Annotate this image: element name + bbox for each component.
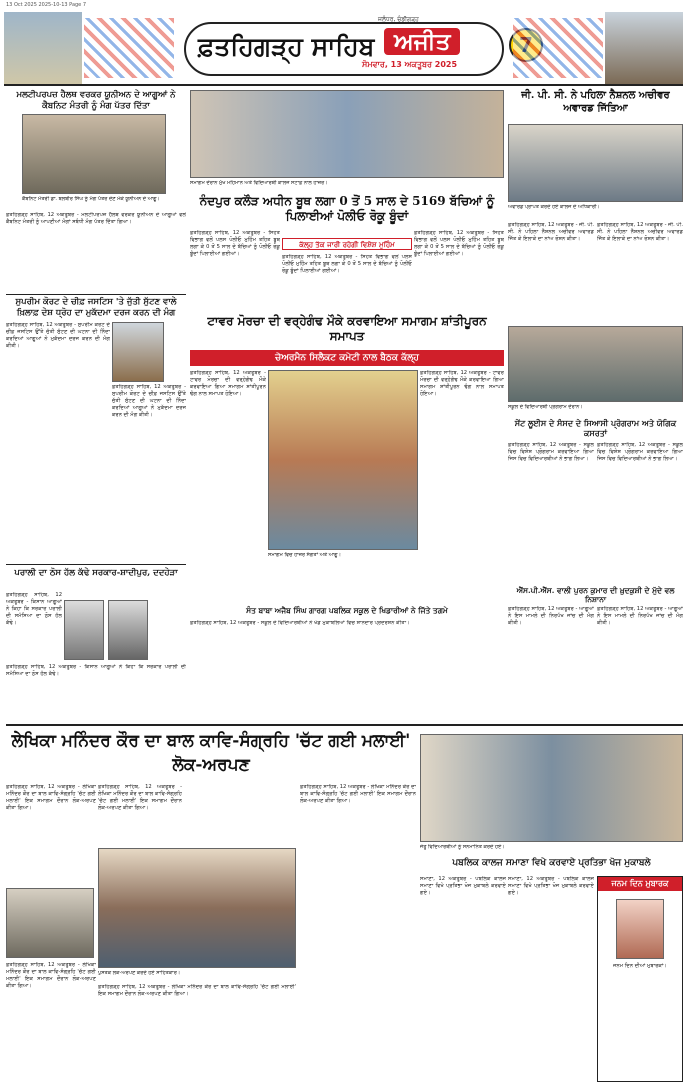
story6-photo [268,370,418,550]
story5-photo [508,124,683,202]
story9-headline: ਐੱਸ.ਪੀ.ਐੱਸ. ਵਾਲੀ ਪੁਰਨ ਕੁਮਾਰ ਦੀ ਖ਼ੁਦਕੁਸ਼ੀ ਦੇ ਮੁੱਦੇ ਵਲ ਨਿਸ਼ਾਨਾ [516,586,675,605]
story6-headline: ਟਾਵਰ ਮੋਰਚਾ ਦੀ ਵਰ੍ਹੇਗੰਢ ਮੌਕੇ ਕਰਵਾਇਆ ਸਮਾਗਮ ਸ਼ਾਂਤੀਪੂਰਨ ਸਮਾਪਤ [207,314,487,343]
story8-body-cont: ਫ਼ਤਹਿਗੜ੍ਹ ਸਾਹਿਬ, 12 ਅਕਤੂਬਰ - ਸਕੂਲ ਵਿਚ ਵਿਸ਼ੇਸ਼ ਪ੍ਰੋਗਰਾਮ ਕਰਵਾਇਆ ਗਿਆ ਜਿਸ ਵਿਚ ਵਿਦਿਆਰਥੀਆਂ ਨੇ ਭਾਗ ਲਿਆ। [597,442,683,462]
edition-location: ਜਲੰਧਰ, ਚੰਡੀਗੜ੍ਹ [378,16,419,23]
story10-body-col2: ਫ਼ਤਹਿਗੜ੍ਹ ਸਾਹਿਬ, 12 ਅਕਤੂਬਰ - ਲੇਖਿਕਾ ਮਨਿੰਦਰ ਕੌਰ ਦਾ ਬਾਲ ਕਾਵਿ-ਸੰਗ੍ਰਹਿ 'ਚੱਟ ਗਈ ਮਲਾਈ' ਇਕ ਸਮਾਗਮ ਦੌਰਾਨ ਲੋਕ-ਅਰਪਣ ਕੀਤਾ ਗਿਆ। [98,784,182,811]
story4-photo [190,90,504,178]
birthday-box [597,876,683,1082]
story10-headline: ਲੇਖਿਕਾ ਮਨਿੰਦਰ ਕੌਰ ਦਾ ਬਾਲ ਕਾਵਿ-ਸੰਗ੍ਰਹਿ 'ਚੱਟ ਗਈ ਮਲਾਈ' ਲੋਕ-ਅਰਪਣ [11,731,411,775]
masthead-banner [184,16,504,76]
story11-body-cont: ਸਮਾਣਾ, 12 ਅਕਤੂਬਰ - ਪਬਲਿਕ ਕਾਲਜ ਸਮਾਣਾ ਵਿਖੇ ਪ੍ਰਤਿਭਾ ਖੋਜ ਮੁਕਾਬਲੇ ਕਰਵਾਏ ਗਏ। [508,876,594,896]
story4-subhead: ਕੱਲ੍ਹ ਤੱਕ ਜਾਰੀ ਰਹੇਗੀ ਵਿਸ਼ੇਸ਼ ਮੁਹਿੰਮ [282,238,412,250]
story5-body: ਫ਼ਤਹਿਗੜ੍ਹ ਸਾਹਿਬ, 12 ਅਕਤੂਬਰ - ਜੀ. ਪੀ. ਸੀ. ਨੇ ਪਹਿਲਾ ਨੈਸ਼ਨਲ ਅਚੀਵਰ ਅਵਾਰਡ ਜਿੱਤ ਕੇ ਇਲਾਕੇ ਦਾ ਨਾਂਅ ਰੋਸ਼ਨ ਕੀਤਾ। [508,222,594,242]
story3-body: ਫ਼ਤਹਿਗੜ੍ਹ ਸਾਹਿਬ, 12 ਅਕਤੂਬਰ - ਕਿਸਾਨ ਆਗੂਆਂ ਨੇ ਕਿਹਾ ਕਿ ਸਰਕਾਰ ਪਰਾਲੀ ਦੀ ਸਮੱਸਿਆ ਦਾ ਠੋਸ ਹੱਲ ਕੱਢੇ। [6,592,62,626]
story1-photo [22,114,166,194]
story10-caption: ਪੁਸਤਕ ਲੋਕ-ਅਰਪਣ ਕਰਦੇ ਹੋਏ ਸਾਹਿਤਕਾਰ। [98,970,181,976]
decorative-pattern-right [513,18,603,78]
story11-headline: ਪਬਲਿਕ ਕਾਲਜ ਸਮਾਣਾ ਵਿਖੇ ਕਰਵਾਏ ਪ੍ਰਤਿਭਾ ਖੋਜ ਮੁਕਾਬਲੇ [452,858,651,868]
story10-body-col4: ਫ਼ਤਹਿਗੜ੍ਹ ਸਾਹਿਬ, 12 ਅਕਤੂਬਰ - ਲੇਖਿਕਾ ਮਨਿੰਦਰ ਕੌਰ ਦਾ ਬਾਲ ਕਾਵਿ-ਸੰਗ੍ਰਹਿ 'ਚੱਟ ਗਈ ਮਲਾਈ' ਇਕ ਸਮਾਗਮ ਦੌਰਾਨ ਲੋਕ-ਅਰਪਣ ਕੀਤਾ ਗਿਆ। [300,784,416,804]
section-divider [6,724,683,726]
story11-body: ਸਮਾਣਾ, 12 ਅਕਤੂਬਰ - ਪਬਲਿਕ ਕਾਲਜ ਸਮਾਣਾ ਵਿਖੇ ਪ੍ਰਤਿਭਾ ਖੋਜ ਮੁਕਾਬਲੇ ਕਰਵਾਏ ਗਏ। [420,876,506,896]
issue-date: ਸੋਮਵਾਰ, 13 ਅਕਤੂਬਰ 2025 [362,60,458,69]
story6-subhead: ਚੇਅਰਮੈਨ ਸਿਲੈਕਟ ਕਮੇਟੀ ਨਾਲ ਬੈਠਕ ਕੱਲ੍ਹ [190,350,504,366]
story2-headline: ਸੁਪਰੀਮ ਕੋਰਟ ਦੇ ਚੀਫ਼ ਜਸਟਿਸ 'ਤੇ ਜੁੱਤੀ ਸੁੱਟਣ ਵਾਲੇ ਖ਼ਿਲਾਫ਼ ਦੇਸ਼ ਧ੍ਰੋਹ ਦਾ ਮੁਕੱਦਮਾ ਦਰਜ ਕਰਨ ਦੀ ਮੰਗ [15,297,177,318]
story11-photo [420,734,683,842]
story8-caption: ਸਕੂਲ ਦੇ ਵਿਦਿਆਰਥੀ ਪ੍ਰੋਗਰਾਮ ਦੌਰਾਨ। [508,404,583,410]
story8-photo [508,326,683,402]
historic-building-image [605,12,683,84]
story3-portrait-1 [64,600,104,660]
story8-body: ਫ਼ਤਹਿਗੜ੍ਹ ਸਾਹਿਬ, 12 ਅਕਤੂਬਰ - ਸਕੂਲ ਵਿਚ ਵਿਸ਼ੇਸ਼ ਪ੍ਰੋਗਰਾਮ ਕਰਵਾਇਆ ਗਿਆ ਜਿਸ ਵਿਚ ਵਿਦਿਆਰਥੀਆਂ ਨੇ ਭਾਗ ਲਿਆ। [508,442,594,462]
decorative-pattern-left [84,18,174,78]
story2-portrait [112,322,164,382]
story10-body-col3: ਫ਼ਤਹਿਗੜ੍ਹ ਸਾਹਿਬ, 12 ਅਕਤੂਬਰ - ਲੇਖਿਕਾ ਮਨਿੰਦਰ ਕੌਰ ਦਾ ਬਾਲ ਕਾਵਿ-ਸੰਗ੍ਰਹਿ 'ਚੱਟ ਗਈ ਮਲਾਈ' ਇਕ ਸਮਾਗਮ ਦੌਰਾਨ ਲੋਕ-ਅਰਪਣ ਕੀਤਾ ਗਿਆ। [98,984,296,997]
story1-headline: ਮਲਟੀਪਰਪਜ਼ ਹੈਲਥ ਵਰਕਰ ਯੂਨੀਅਨ ਦੇ ਆਗੂਆਂ ਨੇ ਕੈਬਨਿਟ ਮੰਤਰੀ ਨੂੰ ਮੰਗ ਪੱਤਰ ਦਿੱਤਾ [16,90,176,111]
story5-caption: ਅਵਾਰਡ ਪ੍ਰਾਪਤ ਕਰਦੇ ਹੋਏ ਕਾਲਜ ਦੇ ਅਧਿਕਾਰੀ। [508,204,600,210]
story4-caption: ਸਮਾਗਮ ਦੌਰਾਨ ਮੁੱਖ ਮਹਿਮਾਨ ਅਤੇ ਵਿਦਿਆਰਥੀ ਕਾਲਜ ਸਟਾਫ਼ ਨਾਲ ਹਾਜ਼ਰ। [190,180,328,186]
story5-body-cont: ਫ਼ਤਹਿਗੜ੍ਹ ਸਾਹਿਬ, 12 ਅਕਤੂਬਰ - ਜੀ. ਪੀ. ਸੀ. ਨੇ ਪਹਿਲਾ ਨੈਸ਼ਨਲ ਅਚੀਵਰ ਅਵਾਰਡ ਜਿੱਤ ਕੇ ਇਲਾਕੇ ਦਾ ਨਾਂਅ ਰੋਸ਼ਨ ਕੀਤਾ। [597,222,683,242]
story3-body-cont: ਫ਼ਤਹਿਗੜ੍ਹ ਸਾਹਿਬ, 12 ਅਕਤੂਬਰ - ਕਿਸਾਨ ਆਗੂਆਂ ਨੇ ਕਿਹਾ ਕਿ ਸਰਕਾਰ ਪਰਾਲੀ ਦੀ ਸਮੱਸਿਆ ਦਾ ਠੋਸ ਹੱਲ ਕੱਢੇ। [6,664,186,677]
gurdwara-image [4,12,82,84]
birthday-text: ਜਨਮ ਦਿਨ ਦੀਆਂ ਮੁਬਾਰਕਾਂ। [613,963,667,969]
story5-headline: ਜੀ. ਪੀ. ਸੀ. ਨੇ ਪਹਿਲਾ ਨੈਸ਼ਨਲ ਅਚੀਵਰ ਅਵਾਰਡ ਜਿੱਤਿਆ [521,90,670,114]
story1-caption: ਕੈਬਨਿਟ ਮੰਤਰੀ ਡਾ. ਬਲਬੀਰ ਸਿੰਘ ਨੂੰ ਮੰਗ ਪੱਤਰ ਦੇਣ ਮੌਕੇ ਯੂਨੀਅਨ ਦੇ ਆਗੂ। [22,196,160,202]
story3-portrait-2 [108,600,148,660]
birthday-heading: ਜਨਮ ਦਿਨ ਮੁਬਾਰਕ [598,877,682,891]
story6-body: ਫ਼ਤਹਿਗੜ੍ਹ ਸਾਹਿਬ, 12 ਅਕਤੂਬਰ - ਟਾਵਰ ਮੋਰਚਾ ਦੀ ਵਰ੍ਹੇਗੰਢ ਮੌਕੇ ਕਰਵਾਇਆ ਗਿਆ ਸਮਾਗਮ ਸ਼ਾਂਤੀਪੂਰਨ ਢੰਗ ਨਾਲ ਸਮਾਪਤ ਹੋਇਆ। [190,370,266,397]
story4-headline: ਨੰਦਪੁਰ ਕਲੌੜ ਅਧੀਨ ਬੂਥ ਲਗਾ 0 ਤੋਂ 5 ਸਾਲ ਦੇ 5169 ਬੱਚਿਆਂ ਨੂੰ ਪਿਲਾਈਆਂ ਪੋਲੀਓ ਰੋਕੂ ਬੂੰਦਾਂ [199,194,495,223]
story6-body-cont: ਫ਼ਤਹਿਗੜ੍ਹ ਸਾਹਿਬ, 12 ਅਕਤੂਬਰ - ਟਾਵਰ ਮੋਰਚਾ ਦੀ ਵਰ੍ਹੇਗੰਢ ਮੌਕੇ ਕਰਵਾਇਆ ਗਿਆ ਸਮਾਗਮ ਸ਼ਾਂਤੀਪੂਰਨ ਢੰਗ ਨਾਲ ਸਮਾਪਤ ਹੋਇਆ। [420,370,504,397]
masthead [4,12,683,86]
story10-body-cont: ਫ਼ਤਹਿਗੜ੍ਹ ਸਾਹਿਬ, 12 ਅਕਤੂਬਰ - ਲੇਖਿਕਾ ਮਨਿੰਦਰ ਕੌਰ ਦਾ ਬਾਲ ਕਾਵਿ-ਸੰਗ੍ਰਹਿ 'ਚੱਟ ਗਈ ਮਲਾਈ' ਇਕ ਸਮਾਗਮ ਦੌਰਾਨ ਲੋਕ-ਅਰਪਣ ਕੀਤਾ ਗਿਆ। [6,962,96,989]
story7-body: ਫ਼ਤਹਿਗੜ੍ਹ ਸਾਹਿਬ, 12 ਅਕਤੂਬਰ - ਸਕੂਲ ਦੇ ਵਿਦਿਆਰਥੀਆਂ ਨੇ ਖੇਡ ਮੁਕਾਬਲਿਆਂ ਵਿਚ ਸ਼ਾਨਦਾਰ ਪ੍ਰਦਰਸ਼ਨ ਕੀਤਾ। [190,620,410,626]
story10-body: ਫ਼ਤਹਿਗੜ੍ਹ ਸਾਹਿਬ, 12 ਅਕਤੂਬਰ - ਲੇਖਿਕਾ ਮਨਿੰਦਰ ਕੌਰ ਦਾ ਬਾਲ ਕਾਵਿ-ਸੰਗ੍ਰਹਿ 'ਚੱਟ ਗਈ ਮਲਾਈ' ਇਕ ਸਮਾਗਮ ਦੌਰਾਨ ਲੋਕ-ਅਰਪਣ ਕੀਤਾ ਗਿਆ। [6,784,96,811]
divider [6,294,186,295]
paper-name: ਅਜੀਤ [384,28,460,55]
story2-body-cont: ਫ਼ਤਹਿਗੜ੍ਹ ਸਾਹਿਬ, 12 ਅਕਤੂਬਰ - ਸੁਪਰੀਮ ਕੋਰਟ ਦੇ ਚੀਫ਼ ਜਸਟਿਸ ਉੱਤੇ ਜੁੱਤੀ ਸੁੱਟਣ ਦੀ ਘਟਨਾ ਦੀ ਨਿੰਦਾ ਕਰਦਿਆਂ ਆਗੂਆਂ ਨੇ ਮੁਕੱਦਮਾ ਦਰਜ ਕਰਨ ਦੀ ਮੰਗ ਕੀਤੀ। [112,384,186,418]
story6-caption: ਸਮਾਗਮ ਵਿਚ ਹਾਜ਼ਰ ਸੰਗਤਾਂ ਅਤੇ ਆਗੂ। [268,552,341,558]
story9-body-cont: ਫ਼ਤਹਿਗੜ੍ਹ ਸਾਹਿਬ, 12 ਅਕਤੂਬਰ - ਆਗੂਆਂ ਨੇ ਇਸ ਮਾਮਲੇ ਦੀ ਨਿਰਪੱਖ ਜਾਂਚ ਦੀ ਮੰਗ ਕੀਤੀ। [597,606,683,626]
print-info-line: 13 Oct 2025 2025-10-13 Page 7 [6,2,87,8]
story4-body: ਫ਼ਤਹਿਗੜ੍ਹ ਸਾਹਿਬ, 12 ਅਕਤੂਬਰ - ਸਿਹਤ ਵਿਭਾਗ ਵਲੋਂ ਪਲਸ ਪੋਲੀਓ ਮੁਹਿੰਮ ਤਹਿਤ ਬੂਥ ਲਗਾ ਕੇ 0 ਤੋਂ 5 ਸਾਲ ਦੇ ਬੱਚਿਆਂ ਨੂੰ ਪੋਲੀਓ ਰੋਕੂ ਬੂੰਦਾਂ ਪਿਲਾਈਆਂ ਗਈਆਂ। [190,230,280,257]
birthday-photo [616,899,664,959]
story1-body: ਫ਼ਤਹਿਗੜ੍ਹ ਸਾਹਿਬ, 12 ਅਕਤੂਬਰ - ਮਲਟੀਪਰਪਜ਼ ਹੈਲਥ ਵਰਕਰ ਯੂਨੀਅਨ ਦੇ ਆਗੂਆਂ ਵਲੋਂ ਕੈਬਨਿਟ ਮੰਤਰੀ ਨੂੰ ਆਪਣੀਆਂ ਮੰਗਾਂ ਸਬੰਧੀ ਮੰਗ ਪੱਤਰ ਦਿੱਤਾ ਗਿਆ। [6,212,186,225]
story2-body: ਫ਼ਤਹਿਗੜ੍ਹ ਸਾਹਿਬ, 12 ਅਕਤੂਬਰ - ਸੁਪਰੀਮ ਕੋਰਟ ਦੇ ਚੀਫ਼ ਜਸਟਿਸ ਉੱਤੇ ਜੁੱਤੀ ਸੁੱਟਣ ਦੀ ਘਟਨਾ ਦੀ ਨਿੰਦਾ ਕਰਦਿਆਂ ਆਗੂਆਂ ਨੇ ਮੁਕੱਦਮਾ ਦਰਜ ਕਰਨ ਦੀ ਮੰਗ ਕੀਤੀ। [6,322,110,349]
story9-body: ਫ਼ਤਹਿਗੜ੍ਹ ਸਾਹਿਬ, 12 ਅਕਤੂਬਰ - ਆਗੂਆਂ ਨੇ ਇਸ ਮਾਮਲੇ ਦੀ ਨਿਰਪੱਖ ਜਾਂਚ ਦੀ ਮੰਗ ਕੀਤੀ। [508,606,594,626]
story7-headline: ਸੰਤ ਬਾਬਾ ਅਜੈਬ ਸਿੰਘ ਗਾਰਗ ਪਬਲਿਕ ਸਕੂਲ ਦੇ ਖਿਡਾਰੀਆਂ ਨੇ ਜਿੱਤੇ ਤਗਮੇ [246,606,448,615]
story8-headline: ਸੇਂਟ ਲੂਈਸ ਦੇ ਸੰਸਦ ਦੇ ਸਿਆਸੀ ਪ੍ਰੋਗਰਾਮ ਅਤੇ ਯੋਗਿਕ ਕਸਰਤਾਂ [514,418,677,438]
story10-photo [98,848,296,968]
story4-body-right: ਫ਼ਤਹਿਗੜ੍ਹ ਸਾਹਿਬ, 12 ਅਕਤੂਬਰ - ਸਿਹਤ ਵਿਭਾਗ ਵਲੋਂ ਪਲਸ ਪੋਲੀਓ ਮੁਹਿੰਮ ਤਹਿਤ ਬੂਥ ਲਗਾ ਕੇ 0 ਤੋਂ 5 ਸਾਲ ਦੇ ਬੱਚਿਆਂ ਨੂੰ ਪੋਲੀਓ ਰੋਕੂ ਬੂੰਦਾਂ ਪਿਲਾਈਆਂ ਗਈਆਂ। [414,230,504,257]
story4-body-mid: ਫ਼ਤਹਿਗੜ੍ਹ ਸਾਹਿਬ, 12 ਅਕਤੂਬਰ - ਸਿਹਤ ਵਿਭਾਗ ਵਲੋਂ ਪਲਸ ਪੋਲੀਓ ਮੁਹਿੰਮ ਤਹਿਤ ਬੂਥ ਲਗਾ ਕੇ 0 ਤੋਂ 5 ਸਾਲ ਦੇ ਬੱਚਿਆਂ ਨੂੰ ਪੋਲੀਓ ਰੋਕੂ ਬੂੰਦਾਂ ਪਿਲਾਈਆਂ ਗਈਆਂ। [282,254,412,274]
story3-headline: ਪਰਾਲੀ ਦਾ ਠੋਸ ਹੱਲ ਕੱਢੇ ਸਰਕਾਰ-ਸ਼ਾਦੀਪੁਰ, ਦਦਹੇੜਾ [14,568,178,578]
divider [6,564,186,565]
story11-caption: ਜੇਤੂ ਵਿਦਿਆਰਥੀਆਂ ਨੂੰ ਸਨਮਾਨਿਤ ਕਰਦੇ ਹੋਏ। [420,844,505,850]
story10-photo-small [6,888,94,958]
section-title: ਫ਼ਤਹਿਗੜ੍ਹ ਸਾਹਿਬ [198,32,375,61]
